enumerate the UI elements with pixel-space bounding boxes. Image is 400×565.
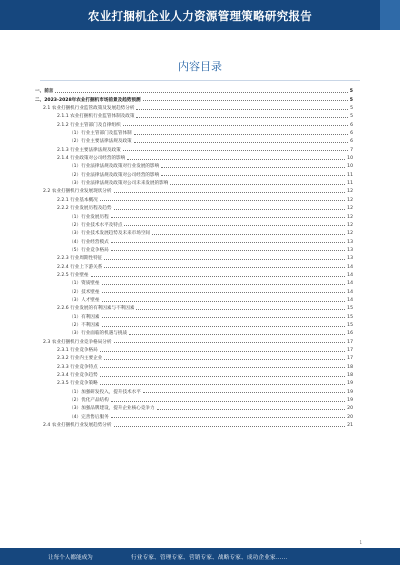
toc-entry[interactable]	[35, 370, 353, 378]
toc-entry-text: （4）完善售后服务	[69, 414, 109, 420]
report-footer	[0, 548, 400, 565]
toc-entry-page: 15	[347, 306, 353, 312]
toc-entry-text: 2.1 农业打捆机行业监管政策及发展趋势分析	[43, 106, 135, 112]
toc-leader-dots	[134, 134, 348, 135]
toc-entry[interactable]	[35, 320, 353, 328]
toc-entry-text: （1）行业发展历程	[69, 214, 109, 220]
toc-leader-dots	[170, 184, 345, 185]
toc-entry[interactable]	[35, 345, 353, 353]
toc-entry[interactable]	[35, 128, 353, 136]
toc-entry-text: 2.2 农业打捆机行业发展现状分析	[43, 189, 112, 195]
toc-entry[interactable]	[35, 420, 353, 428]
report-header	[0, 0, 400, 30]
toc-entry-text: 2.4 农业打捆机行业发展趋势分析	[43, 423, 112, 429]
toc-entry-text: （2）优化产品结构	[69, 398, 109, 404]
toc-entry[interactable]	[35, 303, 353, 311]
toc-entry[interactable]	[35, 386, 353, 394]
toc-leader-dots	[114, 342, 346, 343]
toc-entry-page: 14	[347, 264, 353, 270]
toc-entry-page: 20	[347, 414, 353, 420]
toc-leader-dots	[102, 326, 346, 327]
toc-leader-dots	[123, 150, 348, 151]
toc-entry-page: 12	[347, 214, 353, 220]
toc-entry-text: （3）行业法律法规及政策对公司未来发展的影响	[69, 181, 169, 187]
toc-leader-dots	[124, 225, 345, 226]
toc-entry-page: 13	[347, 256, 353, 262]
toc-entry-page: 11	[347, 172, 353, 178]
toc-entry-text: 2.1.2 行业主管部门及自律组织	[57, 122, 121, 128]
footer-slogan: 让每个人都能成为	[48, 555, 93, 561]
toc-entry-text: 2.1.1 农业打捆机行业监管体制及政策	[57, 114, 135, 120]
toc-leader-dots	[104, 267, 345, 268]
toc-entry-page: 5	[350, 106, 353, 112]
toc-entry-page: 5	[349, 97, 353, 103]
toc-entry-text: （1）资质壁垒	[69, 281, 100, 287]
toc-entry[interactable]	[35, 311, 353, 319]
toc-entry-page: 13	[347, 239, 353, 245]
toc-entry[interactable]	[35, 194, 353, 202]
toc-entry[interactable]	[35, 286, 353, 294]
toc-leader-dots	[136, 309, 345, 310]
toc-entry-page: 13	[347, 247, 353, 253]
toc-entry-text: （3）行业技术发展趋势及未来市场空间	[69, 231, 151, 237]
toc-entry-page: 12	[347, 231, 353, 237]
toc-entry[interactable]	[35, 153, 353, 161]
toc-entry-page: 18	[347, 373, 353, 379]
toc-entry-page: 6	[350, 131, 353, 137]
toc-leader-dots	[102, 317, 346, 318]
toc-entry-page: 15	[347, 322, 353, 328]
toc-leader-dots	[104, 359, 345, 360]
toc-entry[interactable]	[35, 270, 353, 278]
toc-leader-dots	[152, 234, 345, 235]
toc-entry-page: 12	[347, 197, 353, 203]
toc-leader-dots	[55, 92, 347, 93]
report-title: 农业打捆机企业人力资源管理策略研究报告	[87, 9, 313, 23]
toc-leader-dots	[100, 200, 345, 201]
toc-leader-dots	[134, 142, 348, 143]
toc-entry-text: （2）技术壁垒	[69, 289, 100, 295]
toc-entry-text: 2.3.1 行业竞争格局	[57, 348, 98, 353]
toc-leader-dots	[129, 334, 345, 335]
toc-entry[interactable]	[35, 361, 353, 369]
toc-entry[interactable]	[35, 403, 353, 411]
toc-entry-page: 19	[347, 389, 353, 395]
toc-entry-text: 2.2.1 行业基本概况	[57, 197, 98, 203]
toc-leader-dots	[111, 401, 345, 402]
toc-entry-page: 17	[347, 356, 353, 362]
toc-entry-text: （2）行业技术水平及特点	[69, 222, 123, 228]
toc-entry[interactable]	[35, 186, 353, 194]
toc-entry-page: 12	[347, 189, 353, 195]
toc-entry-text: （1）行业主管部门及监管体制	[69, 131, 132, 137]
toc-entry[interactable]	[35, 144, 353, 152]
toc-entry-text: 2.3.5 行业竞争策略	[57, 381, 98, 387]
toc-leader-dots	[127, 159, 345, 160]
toc-entry[interactable]	[35, 411, 353, 419]
header-corner-block	[380, 0, 400, 30]
toc-leader-dots	[100, 384, 345, 385]
toc-entry-page: 10	[347, 164, 353, 170]
toc-entry[interactable]	[35, 245, 353, 253]
toc-entry-page: 5	[350, 114, 353, 120]
toc-entry[interactable]	[35, 353, 353, 361]
toc-entry-text: 2.1.3 行业主要法律法规及政策	[57, 147, 121, 153]
toc-entry-page: 11	[347, 181, 353, 187]
toc-entry-text: 2.3 农业打捆机行业竞争格局分析	[43, 339, 112, 345]
toc-entry-text: 2.2.2 行业发展历程及趋势	[57, 206, 112, 212]
toc-entry[interactable]	[35, 336, 353, 344]
toc-entry[interactable]	[35, 278, 353, 286]
toc-leader-dots	[136, 117, 348, 118]
toc-entry-text: （1）加强研发投入，提升技术水平	[69, 389, 141, 395]
toc-leader-dots	[102, 301, 346, 302]
toc-leader-dots	[161, 167, 345, 168]
toc-entry-page: 20	[347, 406, 353, 412]
toc-entry[interactable]	[35, 295, 353, 303]
toc-entry[interactable]	[35, 228, 353, 236]
toc-leader-dots	[111, 242, 345, 243]
toc-entry[interactable]	[35, 203, 353, 211]
toc-entry-text: 2.2.6 行业发展的有利因素与不利因素	[57, 306, 135, 312]
toc-entry[interactable]	[35, 111, 353, 119]
toc-leader-dots	[123, 125, 348, 126]
toc-entry-page: 18	[347, 364, 353, 370]
toc-entry-page: 14	[347, 289, 353, 295]
toc-entry[interactable]	[35, 161, 353, 169]
toc-entry-page: 19	[347, 398, 353, 404]
toc-entry-page: 15	[347, 314, 353, 320]
toc-leader-dots	[100, 367, 345, 368]
toc-leader-dots	[102, 284, 346, 285]
toc-entry[interactable]	[35, 236, 353, 244]
toc-entry-page: 14	[347, 272, 353, 278]
toc-entry-text: （1）行业法律法规及政策对行业发展的影响	[69, 164, 160, 170]
toc-leader-dots	[111, 250, 345, 251]
toc-entry-page: 16	[347, 331, 353, 337]
toc-entry-text: 2.3.4 行业竞争趋势	[57, 373, 98, 379]
toc-entry-page: 10	[347, 156, 353, 162]
toc-entry[interactable]	[35, 86, 353, 94]
toc-entry-page: 17	[347, 339, 353, 345]
toc-leader-dots	[143, 100, 348, 101]
toc-leader-dots	[161, 175, 345, 176]
toc-entry-page: 12	[347, 222, 353, 228]
toc-entry[interactable]	[35, 119, 353, 127]
toc-entry-page: 5	[349, 89, 353, 95]
toc-entry-page: 19	[347, 381, 353, 387]
toc-leader-dots	[111, 417, 345, 418]
toc-entry-page: 6	[350, 122, 353, 128]
toc-leader-dots	[114, 192, 346, 193]
toc-entry[interactable]	[35, 378, 353, 386]
toc-entry-text: （5）行业竞争格局	[69, 247, 109, 253]
toc-entry[interactable]	[35, 395, 353, 403]
toc-leader-dots	[100, 376, 345, 377]
toc-entry-text: （2）行业主要法律法规及政策	[69, 139, 132, 145]
toc-entry-text: 2.2.5 行业壁垒	[57, 272, 89, 278]
toc-leader-dots	[157, 409, 346, 410]
toc-entry-text: （3）人才壁垒	[69, 297, 100, 303]
toc-entry-text: 2.1.4 行业政策对公司经营的影响	[57, 156, 126, 162]
toc-leader-dots	[136, 109, 348, 110]
toc-entry[interactable]	[35, 253, 353, 261]
toc-leader-dots	[102, 292, 346, 293]
toc-entry[interactable]	[35, 211, 353, 219]
toc-entry-text: 二、2023-2028年农业打捆机市场前景及趋势预测	[35, 97, 141, 103]
toc-entry-text: （2）行业法律法规及政策对公司经营的影响	[69, 172, 160, 178]
toc-entry-text: （4）行业经营模式	[69, 239, 109, 245]
toc-entry-text: （1）有利因素	[69, 314, 100, 320]
toc-leader-dots	[100, 351, 345, 352]
toc-title: 内容目录	[178, 60, 222, 73]
toc-entry-page: 6	[350, 139, 353, 145]
footer-roles: 行业专家、管理专家、营销专家、战略专家、成功企业家……	[131, 555, 288, 561]
toc-entry-text: 2.2.4 行业上下游关系	[57, 264, 103, 270]
table-of-contents	[35, 86, 353, 428]
toc-entry-page: 14	[347, 281, 353, 287]
toc-leader-dots	[111, 217, 345, 218]
toc-entry[interactable]	[35, 328, 353, 336]
toc-entry-page: 14	[347, 297, 353, 303]
toc-entry[interactable]	[35, 261, 353, 269]
toc-entry[interactable]	[35, 103, 353, 111]
toc-entry-text: 2.3.2 行业内主要企业	[57, 356, 103, 362]
toc-entry-text: 2.3.3 行业竞争特点	[57, 364, 98, 370]
toc-entry-text: 一、前言	[35, 89, 54, 95]
toc-leader-dots	[114, 426, 346, 427]
toc-entry[interactable]	[35, 220, 353, 228]
toc-leader-dots	[91, 276, 346, 277]
toc-divider	[40, 80, 360, 81]
toc-entry-page: 7	[350, 147, 353, 153]
toc-entry-page: 21	[347, 423, 353, 429]
toc-entry-text: （3）加强品牌建设，提升企业核心竞争力	[69, 406, 155, 412]
toc-entry[interactable]	[35, 169, 353, 177]
toc-leader-dots	[114, 209, 346, 210]
page-number: 1	[359, 540, 362, 545]
toc-entry[interactable]	[35, 178, 353, 186]
toc-entry-page: 12	[347, 206, 353, 212]
toc-leader-dots	[104, 259, 345, 260]
toc-entry-text: 2.2.3 行业周期性特征	[57, 256, 103, 262]
toc-entry-text: （3）行业面临的机遇与挑战	[69, 331, 128, 337]
toc-entry[interactable]	[35, 136, 353, 144]
toc-entry[interactable]	[35, 94, 353, 102]
toc-leader-dots	[143, 392, 345, 393]
toc-entry-page: 17	[347, 348, 353, 353]
toc-entry-text: （2）不利因素	[69, 322, 100, 328]
